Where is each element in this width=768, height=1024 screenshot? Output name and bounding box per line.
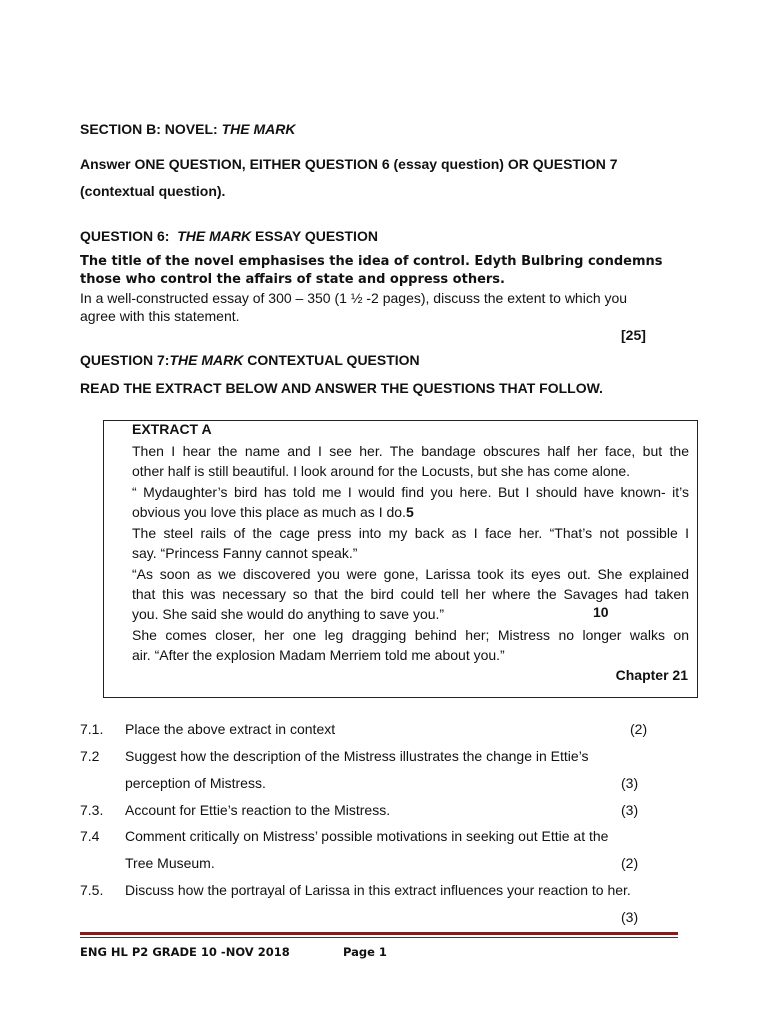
extract-line: other half is still beautiful. I look around for the Locusts, but she has come alone.: [132, 463, 631, 479]
question-number: 7.2: [80, 748, 100, 764]
q6-suffix: ESSAY QUESTION: [251, 228, 378, 244]
q6-heading: [80, 228, 378, 244]
extract-line-text: obvious you love this place as much as I do.: [132, 504, 406, 520]
question-marks: (2): [621, 855, 639, 871]
q6-prefix: QUESTION 6:: [80, 228, 178, 244]
extract-heading: EXTRACT A: [132, 421, 212, 437]
extract-line: The steel rails of the cage press into my back as I face her. “That’s not possible I: [132, 525, 689, 541]
question-text-continued: Tree Museum.: [125, 855, 215, 871]
question-number: 7.5.: [80, 882, 104, 898]
question-number: 7.1.: [80, 721, 104, 737]
novel-title: THE MARK: [221, 121, 296, 137]
extract-line: [132, 502, 689, 522]
question-marks: (3): [621, 802, 639, 818]
extract-line: She comes closer, her one leg dragging behind her; Mistress no longer walks on: [132, 627, 689, 643]
question-text: Discuss how the portrayal of Larissa in this extract influences your reaction to her.: [125, 882, 631, 898]
question-marks: (2): [630, 721, 648, 737]
footer-paper-label: ENG HL P2 GRADE 10 -NOV 2018: [80, 945, 290, 959]
question-text: Account for Ettie’s reaction to the Mistress.: [125, 802, 391, 818]
extract-line: that this was necessary so that the bird could tell her where the Savages had taken: [132, 586, 689, 602]
q6-marks: [25]: [621, 327, 646, 343]
question-marks: (3): [621, 775, 639, 791]
extract-line: “As soon as we discovered you were gone, Larissa took its eyes out. She explained: [132, 566, 689, 582]
q7-heading: [80, 352, 420, 368]
q6-title: THE MARK: [177, 228, 252, 244]
extract-line: you. She said she would do anything to save you.”: [132, 606, 445, 622]
q7-suffix: CONTEXTUAL QUESTION: [243, 352, 420, 368]
section-heading: [80, 121, 295, 137]
question-text: Suggest how the description of the Mistress illustrates the change in Ettie’s: [125, 748, 589, 764]
question-number: 7.3.: [80, 802, 104, 818]
footer-divider-thin: [80, 937, 678, 938]
question-text: Place the above extract in context: [125, 721, 336, 737]
extract-box: [103, 420, 698, 698]
line-marker-10: 10: [593, 604, 609, 620]
q6-task-line-2: agree with this statement.: [80, 308, 240, 324]
extract-line: air. “After the explosion Madam Merriem told me about you.”: [132, 647, 505, 663]
line-marker-5: 5: [405, 504, 414, 520]
section-heading-prefix: SECTION B: NOVEL:: [80, 121, 222, 137]
extract-line: Then I hear the name and I see her. The bandage obscures half her face, but the: [132, 443, 689, 459]
instruction-line-2: (contextual question).: [80, 183, 226, 199]
extract-line: “ Mydaughter’s bird has told me I would find you here. But I should have known- it’s: [132, 484, 689, 500]
instruction-line-1: Answer ONE QUESTION, EITHER QUESTION 6 (essay question) OR QUESTION 7: [80, 156, 618, 172]
extract-source: Chapter 21: [615, 667, 688, 683]
q7-read-instruction: READ THE EXTRACT BELOW AND ANSWER THE QUESTIONS THAT FOLLOW.: [80, 380, 603, 396]
footer-page-number: Page 1: [343, 945, 387, 959]
q6-statement-line-1: The title of the novel emphasises the idea of control. Edyth Bulbring condemns: [80, 254, 663, 269]
question-text-continued: perception of Mistress.: [125, 775, 266, 791]
question-marks: (3): [621, 909, 639, 925]
q6-statement-line-2: those who control the affairs of state and oppress others.: [80, 272, 505, 287]
footer-divider: [80, 932, 678, 935]
question-number: 7.4: [80, 828, 100, 844]
q7-prefix: QUESTION 7:: [80, 352, 170, 368]
extract-line: say. “Princess Fanny cannot speak.”: [132, 545, 358, 561]
question-text: Comment critically on Mistress’ possible motivations in seeking out Ettie at the: [125, 828, 609, 844]
q6-task-line-1: In a well-constructed essay of 300 – 350 (1 ½ -2 pages), discuss the extent to which you: [80, 290, 628, 306]
q7-title: THE MARK: [169, 352, 244, 368]
